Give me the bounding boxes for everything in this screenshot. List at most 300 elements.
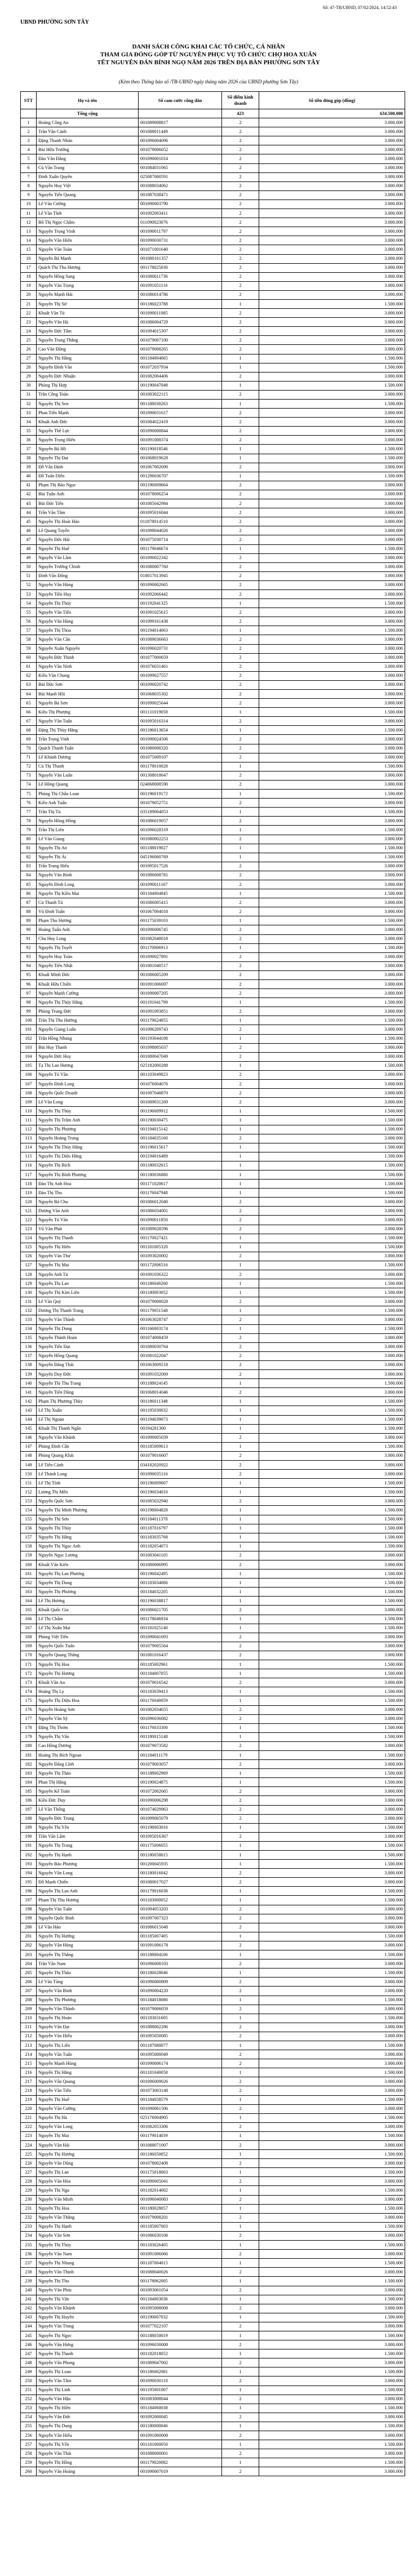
row-business-points: 1 <box>222 790 259 799</box>
row-stt: 104 <box>21 1052 37 1061</box>
row-name: Nguyễn Thị Diệu Hằng <box>37 1152 139 1161</box>
row-amount: 3.000.000 <box>259 490 405 499</box>
row-stt: 242 <box>21 2304 37 2313</box>
row-id-number: 001085032940 <box>139 1497 222 1506</box>
row-id-number: 001073003148 <box>139 2086 222 2095</box>
row-name: Trần Văn Lâm <box>37 1832 139 1841</box>
row-id-number: 001186013654 <box>139 726 222 735</box>
row-name: Nguyễn Thị Hương <box>37 1669 139 1678</box>
row-business-points: 2 <box>222 589 259 598</box>
row-amount: 3.000.000 <box>259 1651 405 1660</box>
row-name: Nguyễn Đình Long <box>37 880 139 889</box>
row-business-points: 2 <box>222 2322 259 2331</box>
row-business-points: 2 <box>222 1052 259 1061</box>
row-amount: 1.500.000 <box>259 1116 405 1125</box>
table-row <box>21 372 405 381</box>
row-business-points: 1 <box>222 472 259 481</box>
row-name: Nguyễn Văn Tiến <box>37 608 139 617</box>
row-id-number: 001090007205 <box>139 989 222 998</box>
row-id-number: 001096004096 <box>139 136 222 145</box>
row-id-number: 001086008781 <box>139 871 222 880</box>
row-stt: 240 <box>21 2286 37 2295</box>
row-stt: 95 <box>21 970 37 979</box>
row-stt: 49 <box>21 553 37 562</box>
row-business-points: 1 <box>222 1061 259 1070</box>
row-id-number: 001181000050 <box>139 2440 222 2449</box>
row-name: Nguyễn Văn Thắng <box>37 2213 139 2222</box>
row-id-number: 001074008459 <box>139 1333 222 1342</box>
row-amount: 1.500.000 <box>259 1615 405 1624</box>
row-business-points: 1 <box>222 2113 259 2122</box>
row-stt: 87 <box>21 898 37 907</box>
row-id-number: 001099027557 <box>139 671 222 680</box>
row-stt: 60 <box>21 653 37 662</box>
row-business-points: 2 <box>222 199 259 209</box>
row-business-points: 2 <box>222 653 259 662</box>
row-name: Nguyễn Văn Hưng <box>37 2340 139 2349</box>
row-amount: 1.500.000 <box>259 2422 405 2431</box>
table-row <box>21 771 405 780</box>
table-row <box>21 381 405 390</box>
table-row <box>21 263 405 272</box>
table-row <box>21 1841 405 1850</box>
row-business-points: 1 <box>222 2313 259 2322</box>
row-business-points: 1 <box>222 1415 259 1424</box>
row-name: Bùi Tuấn Anh <box>37 490 139 499</box>
row-amount: 1.500.000 <box>259 2222 405 2231</box>
table-row <box>21 445 405 454</box>
row-name: Lê Văn Quý <box>37 1297 139 1306</box>
row-id-number: 001178025030 <box>139 263 222 272</box>
row-name: Lê Hồng Quang <box>37 780 139 789</box>
row-id-number: 001094053203 <box>139 1905 222 1914</box>
row-id-number: 001090027891 <box>139 952 222 961</box>
row-stt: 244 <box>21 2322 37 2331</box>
row-stt: 225 <box>21 2150 37 2159</box>
row-id-number: 001079006059 <box>139 2005 222 2014</box>
row-name: Nguyễn Đăng Lĩnh <box>37 1760 139 1769</box>
row-amount: 1.500.000 <box>259 1152 405 1161</box>
row-name: Bùi Huy Thanh <box>37 1043 139 1052</box>
row-name: Phan Tiến Mạnh <box>37 409 139 418</box>
row-name: Nguyễn Văn Sơn <box>37 2231 139 2240</box>
table-row <box>21 1941 405 1950</box>
row-stt: 237 <box>21 2259 37 2268</box>
row-business-points: 2 <box>222 617 259 626</box>
row-stt: 13 <box>21 227 37 236</box>
row-stt: 256 <box>21 2431 37 2440</box>
row-amount: 3.000.000 <box>259 1342 405 1351</box>
row-id-number: 001091051116 <box>139 281 222 290</box>
row-stt: 129 <box>21 1279 37 1288</box>
row-stt: 148 <box>21 1451 37 1460</box>
row-name: Nguyễn Kế Toàn <box>37 1787 139 1796</box>
table-row <box>21 299 405 308</box>
row-id-number: 001077000659 <box>139 653 222 662</box>
row-business-points: 1 <box>222 1379 259 1388</box>
row-amount: 3.000.000 <box>259 2304 405 2313</box>
row-stt: 180 <box>21 1741 37 1750</box>
row-amount: 3.000.000 <box>259 2177 405 2186</box>
table-row <box>21 989 405 998</box>
row-id-number: 001079008265 <box>139 345 222 354</box>
row-business-points: 2 <box>222 1633 259 1642</box>
row-amount: 3.000.000 <box>259 1869 405 1878</box>
table-row <box>21 1805 405 1814</box>
row-business-points: 2 <box>222 290 259 299</box>
row-stt: 196 <box>21 1887 37 1896</box>
row-id-number: 001180016042 <box>139 1869 222 1878</box>
row-stt: 72 <box>21 762 37 771</box>
table-row <box>21 2186 405 2195</box>
row-amount: 3.000.000 <box>259 1315 405 1324</box>
row-name: Nguyễn Thị Thanh <box>37 2349 139 2358</box>
table-header-row <box>21 92 405 109</box>
table-row <box>21 2431 405 2440</box>
row-business-points: 2 <box>222 799 259 808</box>
row-name: Khuất Minh Đức <box>37 970 139 979</box>
row-id-number: 001082004406 <box>139 372 222 381</box>
row-name: Lê Văn Giang <box>37 835 139 844</box>
row-name: Bùi Hữu Trường <box>37 145 139 154</box>
row-id-number: 001088071007 <box>139 2141 222 2150</box>
row-id-number: 001166003174 <box>139 1324 222 1333</box>
row-amount: 3.000.000 <box>259 871 405 880</box>
row-name: Hoàng Thị Ly <box>37 1687 139 1696</box>
row-business-points: 1 <box>222 1696 259 1705</box>
row-amount: 3.000.000 <box>259 290 405 299</box>
table-row <box>21 744 405 753</box>
row-stt: 75 <box>21 790 37 799</box>
row-id-number: 001090003790 <box>139 199 222 209</box>
row-stt: 103 <box>21 1043 37 1052</box>
table-row <box>21 2050 405 2059</box>
table-row <box>21 1170 405 1179</box>
row-id-number: 001190007032 <box>139 2313 222 2322</box>
row-name: Trần Trọng Vinh <box>37 735 139 744</box>
row-name: Nguyễn Văn Thịnh <box>37 2268 139 2277</box>
row-id-number: 045196060769 <box>139 853 222 862</box>
row-name: Nguyễn Thị Bình Phương <box>37 1170 139 1179</box>
row-business-points: 2 <box>222 1089 259 1098</box>
row-id-number: 001170027421 <box>139 1234 222 1243</box>
row-amount: 1.500.000 <box>259 808 405 817</box>
row-stt: 249 <box>21 2367 37 2377</box>
row-stt: 141 <box>21 1388 37 1397</box>
row-name: Nguyễn Thị Thúy Hằng <box>37 1143 139 1152</box>
row-stt: 139 <box>21 1370 37 1379</box>
row-stt: 164 <box>21 1597 37 1606</box>
row-name: Kiều Đức Duy <box>37 1796 139 1805</box>
row-stt: 182 <box>21 1760 37 1769</box>
row-name: Nguyễn Văn Phong <box>37 2358 139 2367</box>
row-business-points: 2 <box>222 499 259 508</box>
row-amount: 3.000.000 <box>259 2141 405 2150</box>
row-name: Kiều Anh Tuấn <box>37 799 139 808</box>
row-amount: 1.500.000 <box>259 790 405 799</box>
table-row <box>21 517 405 526</box>
row-stt: 85 <box>21 880 37 889</box>
row-business-points: 2 <box>222 1878 259 1887</box>
row-id-number: 001063028747 <box>139 1315 222 1324</box>
row-name: Nguyễn Thị Trâm Anh <box>37 1116 139 1125</box>
row-amount: 3.000.000 <box>259 970 405 979</box>
row-name: Trần Thị Liên <box>37 826 139 835</box>
row-stt: 54 <box>21 599 37 608</box>
row-name: Nguyễn Tiến Nhật <box>37 961 139 970</box>
row-business-points: 2 <box>222 309 259 318</box>
row-business-points: 2 <box>222 925 259 934</box>
table-row <box>21 1932 405 1941</box>
table-row <box>21 2340 405 2349</box>
row-amount: 1.500.000 <box>259 1569 405 1579</box>
row-id-number: 001186023788 <box>139 299 222 308</box>
row-stt: 245 <box>21 2331 37 2340</box>
row-business-points: 2 <box>222 2286 259 2295</box>
row-name: Nguyễn Thị Ngọc <box>37 2331 139 2340</box>
row-id-number: 011090023076 <box>139 218 222 227</box>
row-id-number: 001196034010 <box>139 1488 222 1497</box>
row-stt: 86 <box>21 889 37 898</box>
row-stt: 48 <box>21 544 37 553</box>
row-amount: 3.000.000 <box>259 2322 405 2331</box>
row-id-number: 001186002081 <box>139 2367 222 2377</box>
row-name: Nguyễn Văn Sỹ <box>37 1714 139 1723</box>
row-stt: 211 <box>21 2023 37 2032</box>
row-stt: 130 <box>21 1288 37 1297</box>
row-business-points: 2 <box>222 1642 259 1651</box>
row-amount: 1.500.000 <box>259 1533 405 1542</box>
row-amount: 3.000.000 <box>259 136 405 145</box>
table-row <box>21 2113 405 2122</box>
row-business-points: 2 <box>222 327 259 336</box>
row-business-points: 2 <box>222 2231 259 2240</box>
row-id-number: 001096000809 <box>139 1978 222 1987</box>
row-business-points: 2 <box>222 690 259 699</box>
row-business-points: 1 <box>222 1569 259 1579</box>
table-row <box>21 562 405 571</box>
table-row <box>21 1524 405 1533</box>
row-id-number: 001080007760 <box>139 562 222 571</box>
row-business-points: 2 <box>222 2104 259 2113</box>
row-id-number: 001096209743 <box>139 1025 222 1034</box>
table-row <box>21 1107 405 1116</box>
row-stt: 230 <box>21 2195 37 2204</box>
row-stt: 53 <box>21 589 37 598</box>
row-stt: 131 <box>21 1297 37 1306</box>
row-name: Nguyễn Trọng Hiến <box>37 436 139 445</box>
row-amount: 1.500.000 <box>259 1016 405 1025</box>
row-stt: 47 <box>21 535 37 544</box>
row-business-points: 2 <box>222 1216 259 1225</box>
row-name: Nguyễn Văn Hà <box>37 318 139 327</box>
row-business-points: 2 <box>222 980 259 989</box>
row-amount: 3.000.000 <box>259 1760 405 1769</box>
row-stt: 88 <box>21 907 37 916</box>
row-stt: 35 <box>21 427 37 436</box>
row-name: Nguyễn Thị Dung <box>37 1324 139 1333</box>
row-amount: 1.500.000 <box>259 2068 405 2077</box>
row-id-number: 001088034062 <box>139 181 222 190</box>
row-name: Phạm Thị Phương Thùy <box>37 1397 139 1406</box>
table-row <box>21 735 405 744</box>
table-row <box>21 1814 405 1823</box>
row-id-number: 001172006516 <box>139 1261 222 1270</box>
row-id-number: 001090001014 <box>139 154 222 163</box>
row-business-points: 2 <box>222 699 259 708</box>
row-id-number: 001086021705 <box>139 1606 222 1615</box>
row-amount: 1.500.000 <box>259 1769 405 1778</box>
table-row <box>21 2086 405 2095</box>
row-stt: 152 <box>21 1488 37 1497</box>
table-row <box>21 281 405 290</box>
row-amount: 3.000.000 <box>259 961 405 970</box>
total-label: Tổng cộng <box>37 109 139 118</box>
row-stt: 59 <box>21 644 37 653</box>
row-business-points: 2 <box>222 1741 259 1750</box>
row-business-points: 2 <box>222 1007 259 1016</box>
row-name: Nguyễn Thị Dung <box>37 1579 139 1588</box>
row-amount: 3.000.000 <box>259 1878 405 1887</box>
table-row <box>21 463 405 472</box>
row-name: Nguyễn Thị Sơn <box>37 1515 139 1524</box>
row-stt: 115 <box>21 1152 37 1161</box>
row-amount: 3.000.000 <box>259 925 405 934</box>
row-business-points: 1 <box>222 381 259 390</box>
row-business-points: 1 <box>222 2241 259 2250</box>
row-name: Nguyễn Đăng Thái <box>37 1360 139 1369</box>
row-name: Lê Thị Tĩnh <box>37 1479 139 1488</box>
row-id-number: 001188019027 <box>139 844 222 853</box>
row-name: Nguyễn Thị Huế <box>37 544 139 553</box>
row-name: Nguyễn Văn Nam <box>37 2250 139 2259</box>
row-name: Nguyễn Thị Nga <box>37 2186 139 2195</box>
total-id <box>139 109 222 118</box>
row-business-points: 1 <box>222 1442 259 1451</box>
row-stt: 158 <box>21 1542 37 1551</box>
row-name: Khuất Quốc Gia <box>37 1606 139 1615</box>
row-id-number: 001088040026 <box>139 2268 222 2277</box>
row-id-number: 001095016314 <box>139 717 222 726</box>
table-row <box>21 1624 405 1633</box>
row-name: Nguyễn Đức Hải <box>37 535 139 544</box>
table-row <box>21 2367 405 2377</box>
table-row <box>21 617 405 626</box>
row-amount: 1.500.000 <box>259 1851 405 1860</box>
table-row <box>21 145 405 154</box>
row-id-number: 001090041693 <box>139 1633 222 1642</box>
row-stt: 185 <box>21 1787 37 1796</box>
row-id-number: 001186028046 <box>139 1968 222 1978</box>
row-amount: 1.500.000 <box>259 1996 405 2005</box>
row-name: Cù Thanh Tú <box>37 898 139 907</box>
row-stt: 32 <box>21 400 37 409</box>
row-name: Nguyễn Thị Thủy <box>37 2241 139 2250</box>
row-name: Nguyễn Quốc Tuấn <box>37 1642 139 1651</box>
table-row <box>21 1034 405 1043</box>
row-id-number: 001082053306 <box>139 2122 222 2131</box>
row-amount: 1.500.000 <box>259 2204 405 2213</box>
table-row <box>21 136 405 145</box>
row-business-points: 2 <box>222 817 259 826</box>
table-row <box>21 952 405 961</box>
table-row <box>21 1252 405 1261</box>
row-amount: 1.500.000 <box>259 1732 405 1741</box>
row-name: Nguyễn Thị Lan Anh <box>37 1887 139 1896</box>
row-amount: 3.000.000 <box>259 980 405 989</box>
row-amount: 3.000.000 <box>259 190 405 199</box>
row-stt: 4 <box>21 145 37 154</box>
row-stt: 226 <box>21 2159 37 2168</box>
table-row <box>21 680 405 689</box>
table-row <box>21 2023 405 2032</box>
row-amount: 1.500.000 <box>259 2186 405 2195</box>
row-amount: 3.000.000 <box>259 254 405 263</box>
row-stt: 183 <box>21 1769 37 1778</box>
row-name: Nguyễn Thị Hoài Hảo <box>37 517 139 526</box>
table-row <box>21 1379 405 1388</box>
row-amount: 3.000.000 <box>259 154 405 163</box>
table-row <box>21 571 405 580</box>
row-amount: 1.500.000 <box>259 1397 405 1406</box>
table-row <box>21 508 405 517</box>
row-amount: 3.000.000 <box>259 526 405 535</box>
row-business-points: 1 <box>222 445 259 454</box>
row-stt: 76 <box>21 799 37 808</box>
row-name: Nguyễn Tiến Huy <box>37 589 139 598</box>
row-amount: 3.000.000 <box>259 427 405 436</box>
row-stt: 189 <box>21 1823 37 1832</box>
row-id-number: 001067002690 <box>139 463 222 472</box>
row-stt: 161 <box>21 1569 37 1579</box>
row-business-points: 2 <box>222 263 259 272</box>
row-amount: 1.500.000 <box>259 599 405 608</box>
table-row <box>21 327 405 336</box>
row-business-points: 1 <box>222 1624 259 1633</box>
row-amount: 3.000.000 <box>259 2077 405 2086</box>
row-amount: 3.000.000 <box>259 1905 405 1914</box>
row-business-points: 1 <box>222 2222 259 2231</box>
table-row <box>21 218 405 227</box>
row-id-number: 001176033300 <box>139 1723 222 1732</box>
row-stt: 98 <box>21 998 37 1007</box>
table-row <box>21 1052 405 1061</box>
row-amount: 1.500.000 <box>259 2458 405 2467</box>
row-amount: 1.500.000 <box>259 626 405 635</box>
row-id-number: 001090006174 <box>139 2059 222 2068</box>
row-business-points: 2 <box>222 463 259 472</box>
row-id-number: 001088002286 <box>139 2023 222 2032</box>
row-id-number: 001089047002 <box>139 2358 222 2367</box>
row-id-number: 001196009664 <box>139 481 222 490</box>
row-name: Lê Văn Tùng <box>37 1978 139 1987</box>
row-business-points: 2 <box>222 2005 259 2014</box>
row-id-number: 001190030475 <box>139 1116 222 1125</box>
table-row <box>21 2422 405 2431</box>
row-business-points: 2 <box>222 1914 259 1923</box>
row-amount: 3.000.000 <box>259 481 405 490</box>
row-business-points: 2 <box>222 372 259 381</box>
row-stt: 26 <box>21 345 37 354</box>
row-stt: 248 <box>21 2358 37 2367</box>
row-amount: 3.000.000 <box>259 436 405 445</box>
row-id-number: 001096030008 <box>139 2340 222 2349</box>
row-id-number: 001184003036 <box>139 2295 222 2304</box>
row-amount: 1.500.000 <box>259 826 405 835</box>
row-amount: 1.500.000 <box>259 2014 405 2023</box>
row-stt: 15 <box>21 245 37 254</box>
row-name: Nguyễn Trung Thắng <box>37 336 139 345</box>
